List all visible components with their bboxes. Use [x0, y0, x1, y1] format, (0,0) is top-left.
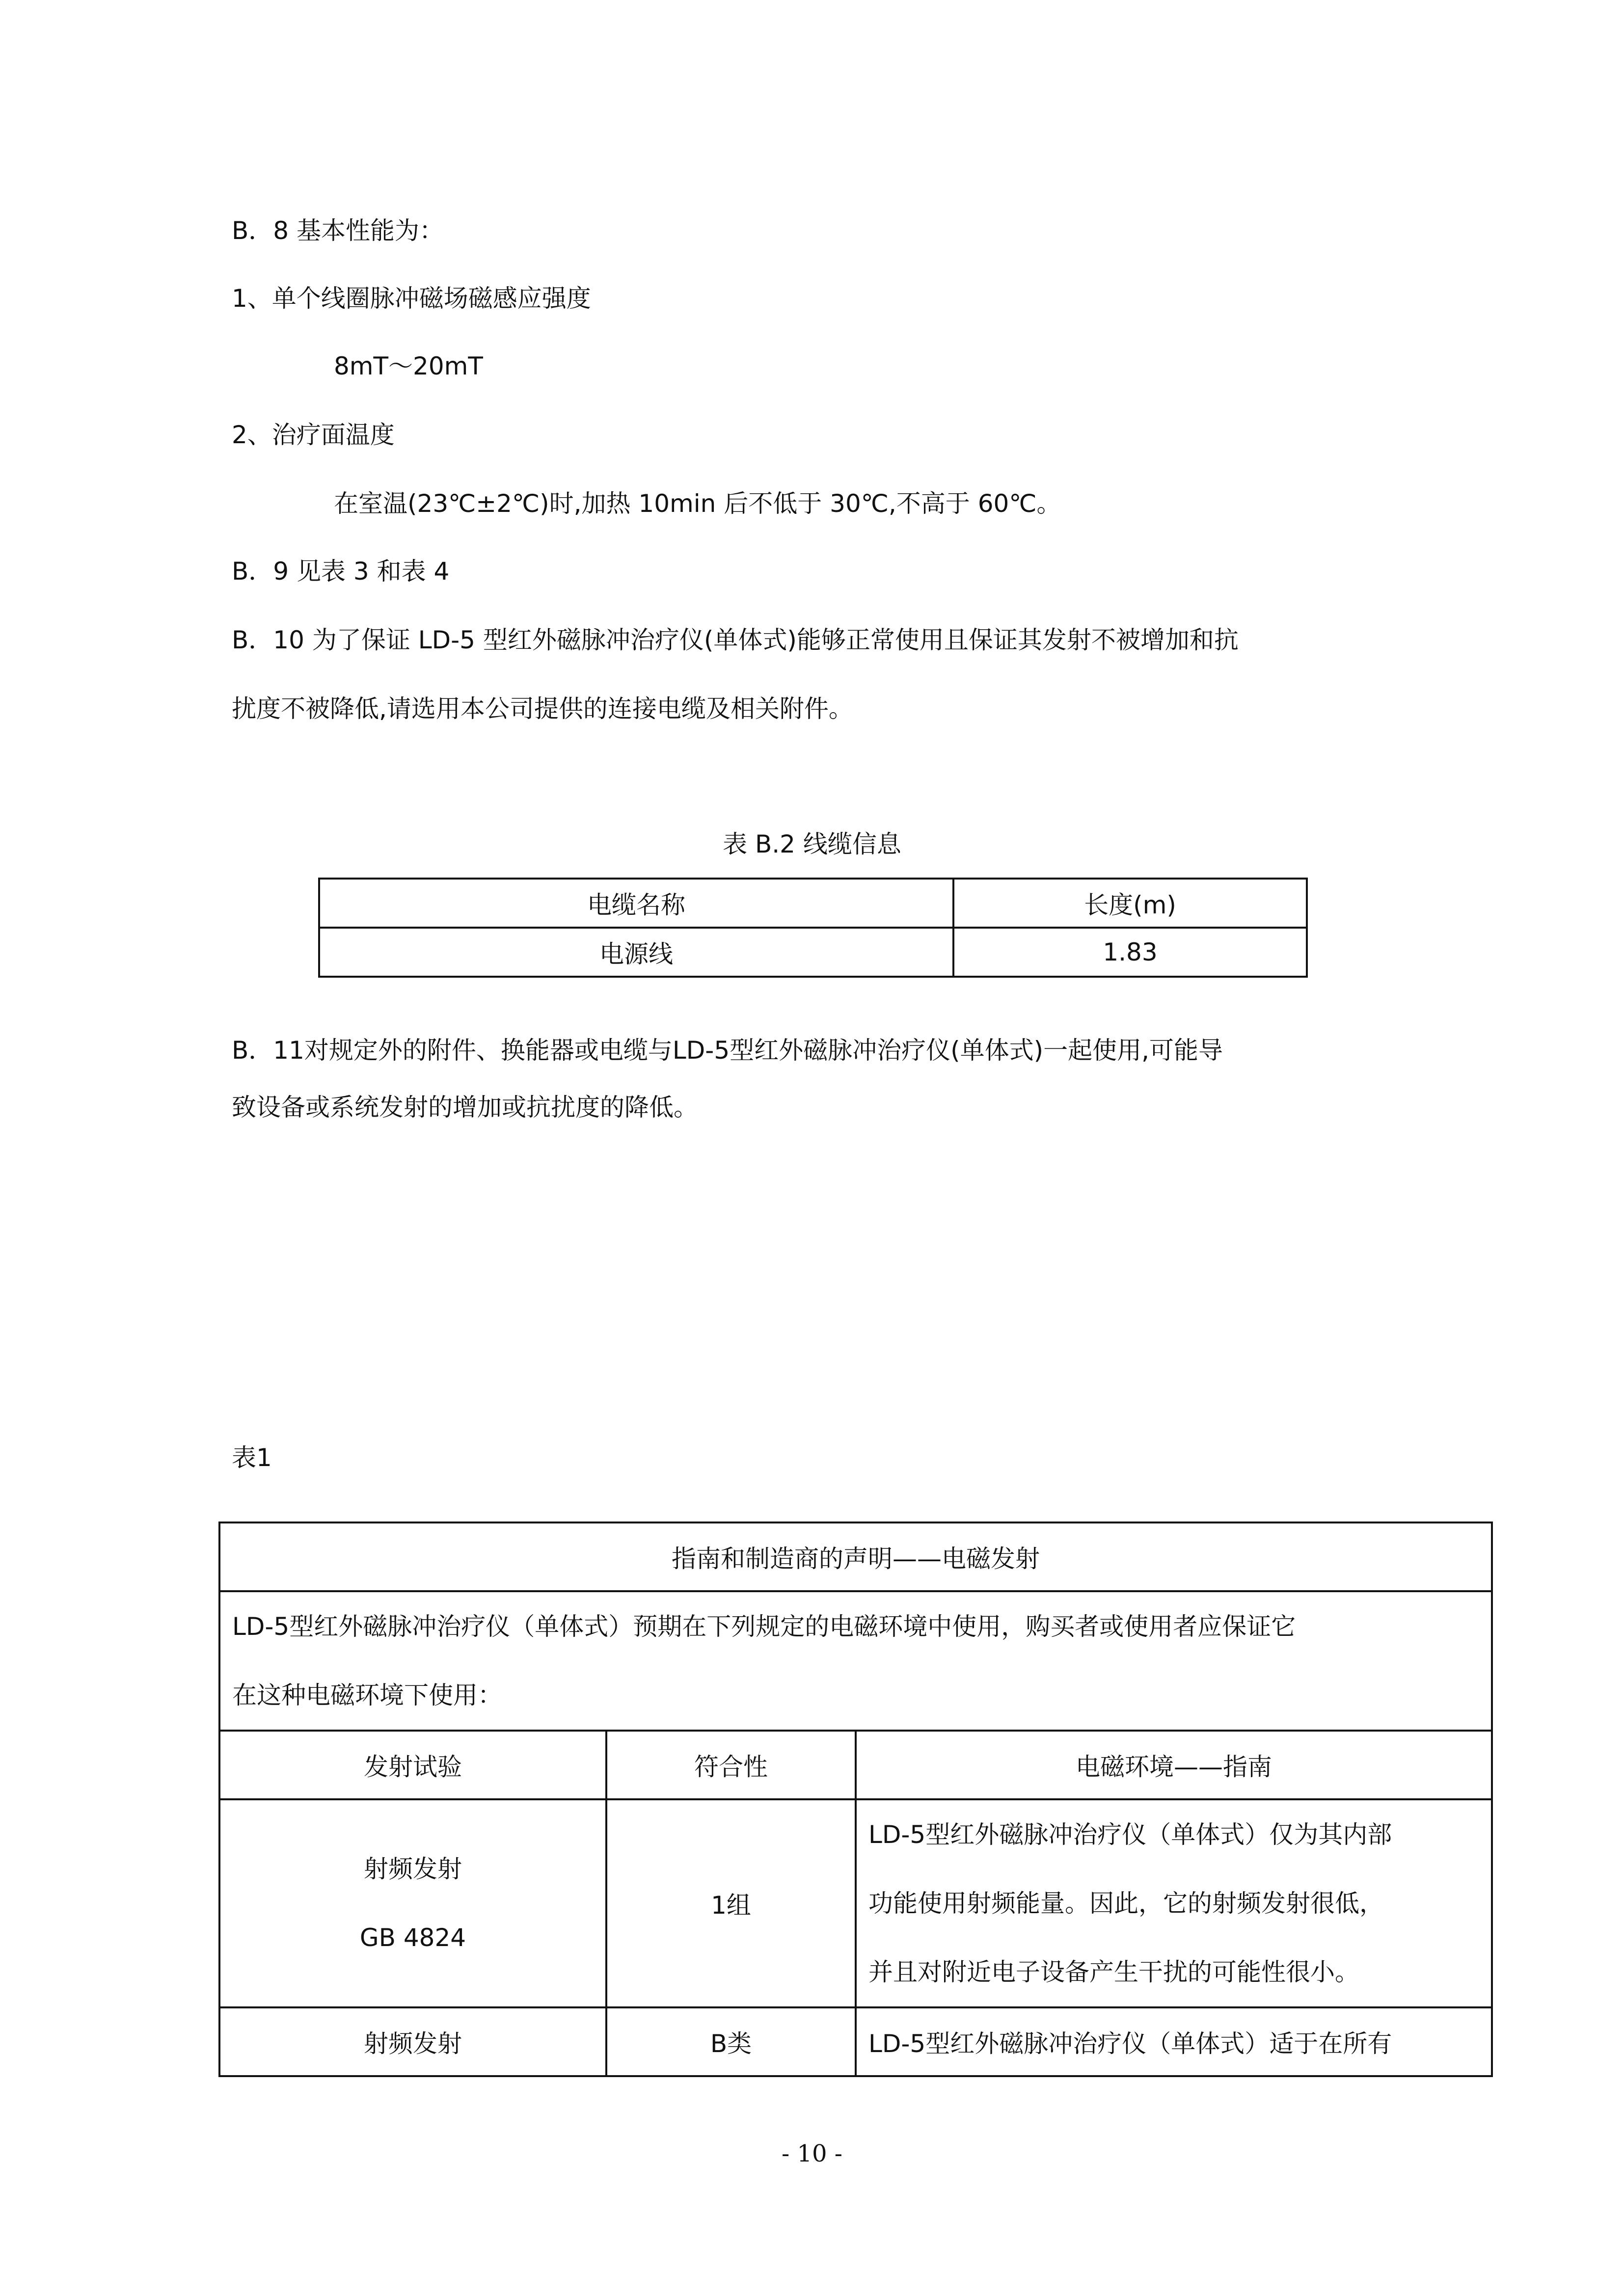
- b8-item2-value: 在室温(23℃±2℃)时,加热 10min 后不低于 30℃,不高于 60℃。: [334, 489, 1061, 518]
- table-1-row2-guide: LD-5型红外磁脉冲治疗仪（单体式）适于在所有: [856, 2007, 1492, 2076]
- table-1-header-compliance: 符合性: [606, 1731, 856, 1799]
- table-row: [219, 1731, 1492, 1799]
- b8-item1-title: 1、单个线圈脉冲磁场磁感应强度: [232, 284, 591, 313]
- b9-text: B．9 见表 3 和表 4: [232, 557, 450, 586]
- table-1-row1-test-line1: 射频发射: [364, 1855, 462, 1883]
- table-1-row2-compliance: B类: [606, 2007, 856, 2076]
- table-1-header-test: 发射试验: [219, 1731, 606, 1799]
- table-1-row1-guide-line3: 并且对附近电子设备产生干扰的可能性很小。: [868, 1958, 1359, 1986]
- table-1-row1-test-line2: GB 4824: [359, 1923, 466, 1952]
- table-1-row1-guide: [856, 1799, 1492, 2007]
- table-1-header-guide: 电磁环境——指南: [856, 1731, 1492, 1799]
- table-1-intro-line2: 在这种电磁环境下使用：: [232, 1681, 502, 1709]
- table-1-row1-guide-line2: 功能使用射频能量。因此，它的射频发射很低，: [868, 1889, 1384, 1918]
- b8-item1-value: 8mT～20mT: [334, 352, 483, 380]
- table-row: [319, 879, 1307, 928]
- table-1-intro: [219, 1591, 1492, 1731]
- table-row: [319, 928, 1307, 977]
- table-b2-caption: 表 B.2 线缆信息: [723, 830, 901, 858]
- table-1-intro-line1: LD-5型红外磁脉冲治疗仪（单体式）预期在下列规定的电磁环境中使用，购买者或使用者应保证它: [232, 1612, 1296, 1641]
- table-row: [219, 1522, 1492, 1591]
- table-b2-cell-name: 电源线: [319, 928, 953, 977]
- b10-line1: B．10 为了保证 LD-5 型红外磁脉冲治疗仪(单体式)能够正常使用且保证其发射不被增加和抗: [232, 626, 1239, 654]
- table-b2-header-length: 长度(m): [953, 879, 1307, 928]
- table-b2: [318, 878, 1308, 978]
- table-1-row2-test: 射频发射: [219, 2007, 606, 2076]
- table-1-row1-test: [219, 1799, 606, 2007]
- table-1-row1-compliance: 1组: [606, 1799, 856, 2007]
- table-row: [219, 1591, 1492, 1731]
- b8-item2-title: 2、治疗面温度: [232, 421, 395, 449]
- table-row: [219, 2007, 1492, 2076]
- b11-line2: 致设备或系统发射的增加或抗扰度的降低。: [232, 1093, 698, 1121]
- table-row: [219, 1799, 1492, 2007]
- table-1-label: 表1: [232, 1443, 272, 1472]
- table-1-title: 指南和制造商的声明——电磁发射: [219, 1522, 1492, 1591]
- table-b2-cell-length: 1.83: [953, 928, 1307, 977]
- table-b2-header-name: 电缆名称: [319, 879, 953, 928]
- page-number: - 10 -: [781, 2140, 843, 2167]
- table-1: [218, 1522, 1493, 2077]
- b10-line2: 扰度不被降低,请选用本公司提供的连接电缆及相关附件。: [232, 694, 853, 723]
- b11-line1: B．11对规定外的附件、换能器或电缆与LD-5型红外磁脉冲治疗仪(单体式)一起使用,可能导: [232, 1036, 1223, 1065]
- b8-heading: B．8 基本性能为：: [232, 216, 444, 245]
- table-1-row1-guide-line1: LD-5型红外磁脉冲治疗仪（单体式）仅为其内部: [868, 1820, 1392, 1849]
